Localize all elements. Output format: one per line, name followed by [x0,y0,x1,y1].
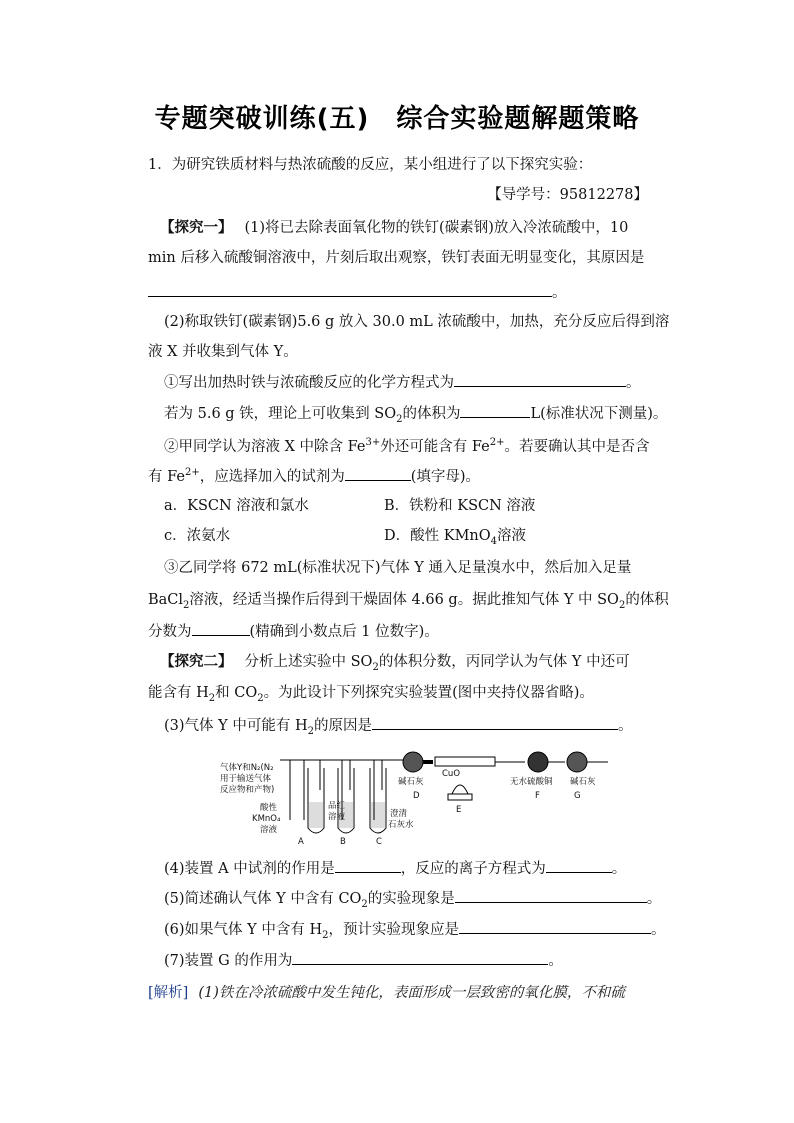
test-tube-c [370,760,386,833]
inlet-label-line3: 反应物和产物) [220,785,275,795]
label-e: E [456,805,462,815]
analysis-label: [解析] [148,985,189,1001]
q3: (3)气体 Y 中可能有 $H_2$的原因是 。 [164,715,632,742]
explore2-label: 【探究二】 [160,654,233,670]
sub-q1b: 若为 5.6 g 铁，理论上可收集到 $SO_2$的体积为 L(标准状况下测量)。 [164,403,667,430]
tube-b-label2: 溶液 [328,812,346,822]
inlet-label-line2: 用于输送气体 [220,774,272,784]
cuo-label: CuO [442,769,461,779]
option-a: a．KSCN 溶液和氯水 [164,498,309,514]
q6: (6)如果气体 Y 中含有 $H_2$，预计实验现象应是 。 [164,919,665,946]
q5: (5)简述确认气体 Y 中含有 $CO_2$的实验现象是 。 [164,888,661,915]
tube-a-label2: KMnO₄ [252,814,281,824]
tube-c-label2: 石灰水 [388,820,414,830]
inlet-label-line1: 气体Y和N₂(N₂ [220,763,274,773]
label-b: B [340,837,346,847]
sub-q2-line2: 有 $Fe^{2+}$，应选择加入的试剂为 (填字母)。 [148,467,481,485]
test-tube-b [338,760,354,833]
drying-tube-g [567,752,608,772]
explore1-q2-line2: 液 X 并收集到气体 Y。 [148,344,298,360]
soda-lime-g-label: 碱石灰 [570,777,596,787]
tube-c-label1: 澄清 [390,809,408,819]
label-a: A [298,837,304,847]
sub-q3-line1: ③乙同学将 672 mL(标准状况下)气体 Y 通入足量溴水中，然后加入足量 [164,560,632,576]
tube-a-label3: 溶液 [260,825,278,835]
tube-b-label1: 品红 [328,801,346,811]
label-c: C [376,837,382,847]
label-d: D [413,791,420,801]
analysis-line: [解析] (1)铁在冷浓硫酸中发生钝化，表面形成一层致密的氧化膜，不和硫 [148,985,625,1001]
soda-lime-d-label: 碱石灰 [398,777,424,787]
option-d: D．酸性 KMnO$_4$溶液 [384,528,527,547]
sub-q1: ①写出加热时铁与浓硫酸反应的化学方程式为 。 [164,372,641,393]
anhydrous-cuso4-label: 无水硫酸铜 [510,777,553,787]
q1-intro: 1．为研究铁质材料与热浓硫酸的反应，某小组进行了以下探究实验： [148,157,593,173]
sub-q2-line1: ②甲同学认为溶液 X 中除含 $Fe^{3+}$外还可能含有 $Fe^{2+}$。若要确认其中是否含 [164,437,650,455]
label-g: G [574,791,581,801]
guide-number: 【导学号：95812278】 [487,187,648,203]
apparatus-diagram [220,750,610,850]
explore1-label: 【探究一】 [160,220,233,236]
q4: (4)装置 A 中试剂的作用是 ，反应的离子方程式为 。 [164,858,626,879]
label-f: F [535,791,540,801]
drying-tube-f [528,752,548,772]
q7: (7)装置 G 的作用为 。 [164,950,563,971]
sub-q3-line2: BaCl$_2$溶液，经适当操作后得到干燥固体 4.66 g。据此推知气体 Y 中 $SO_2$的体积 [148,592,669,611]
drying-tube-d [403,752,433,772]
option-b: B．铁粉和 KSCN 溶液 [384,498,536,514]
explore2-line1: 【探究二】 分析上述实验中 $SO_2$的体积分数，丙同学认为气体 Y 中还可 [160,654,630,673]
page-title: 专题突破训练(五) 综合实验题解题策略 [154,104,640,134]
explore2-line2: 能含有 $H_2$和 $CO_2$。为此设计下列探究实验装置(图中夹持仪器省略)。 [148,685,594,704]
answer-blank-q1: 。 [148,282,567,303]
option-c: c．浓氨水 [164,528,231,544]
test-tube-a [304,760,324,833]
explore1-q2-line1: (2)称取铁钉(碳素钢)5.6 g 放入 30.0 mL 浓硫酸中，加热，充分反应后得到溶 [164,314,670,330]
explore1-q1-line1: 【探究一】 (1)将已去除表面氧化物的铁钉(碳素钢)放入冷浓硫酸中，10 [160,220,629,236]
tube-a-label1: 酸性 [260,803,278,813]
sub-q3-line3: 分数为 (精确到小数点后 1 位数字)。 [148,621,439,642]
explore1-q1-line2: min 后移入硫酸铜溶液中，片刻后取出观察，铁钉表面无明显变化，其原因是 [148,250,645,266]
